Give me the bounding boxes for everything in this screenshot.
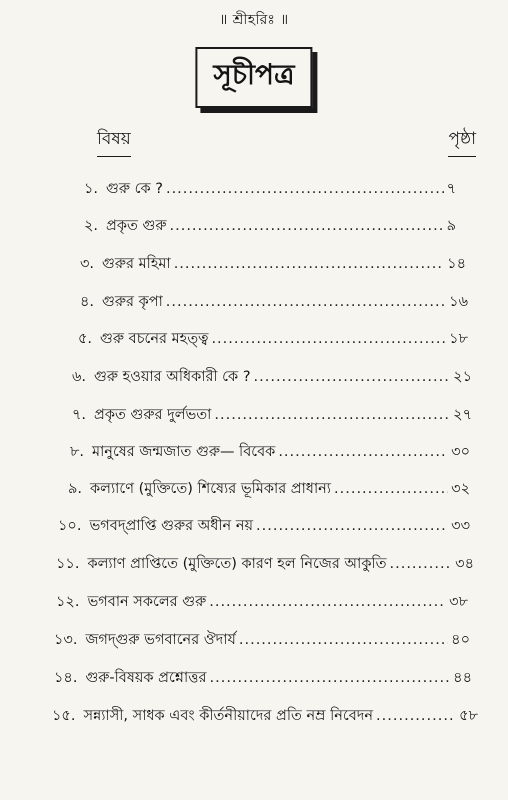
- toc-entry-number: ১২.: [56, 594, 80, 610]
- toc-entry-page: ৪০: [451, 632, 470, 648]
- toc-entry-page: ৩৮: [449, 594, 468, 610]
- toc-entry: [56, 591, 468, 615]
- toc-entry-number: ৬.: [72, 369, 87, 385]
- toc-entry-number: ১.: [84, 181, 99, 197]
- invocation-heading: ॥ শ্রীহরিঃ ॥: [219, 12, 289, 28]
- title-frame: [195, 47, 312, 108]
- dot-leader: [209, 594, 446, 610]
- toc-entry-title: মানুষের জন্মজাত গুরু— বিবেক: [92, 444, 276, 460]
- toc-entry-number: ৩.: [80, 256, 95, 272]
- toc-entry-page: ৩৩: [451, 518, 470, 534]
- dot-leader: [214, 407, 450, 423]
- toc-entry-number: ৫.: [78, 331, 93, 347]
- toc-entry-title: গুরু কে ?: [106, 181, 163, 197]
- toc-entry: [80, 291, 468, 315]
- toc-entry-number: ১০.: [58, 518, 82, 534]
- dot-leader: [254, 369, 451, 385]
- toc-entry-page: ৯: [446, 218, 456, 234]
- toc-entry: [54, 629, 470, 653]
- toc-entry-title: প্রকৃত গুরু: [106, 218, 167, 234]
- toc-entry: [58, 515, 470, 539]
- toc-entry-number: ৯.: [68, 481, 83, 497]
- toc-entry-page: ১৬: [449, 294, 468, 310]
- toc-entry-number: ১৪.: [54, 670, 78, 686]
- toc-entry-title: ভগবদ্প্রাপ্তি গুরুর অধীন নয়: [89, 518, 254, 534]
- toc-entry-page: ১৮: [449, 331, 468, 347]
- dot-leader: [166, 181, 444, 197]
- toc-entry-page: ৩০: [451, 444, 470, 460]
- dot-leader: [170, 218, 444, 234]
- toc-entry-page: ৩৪: [455, 556, 474, 572]
- toc-entry-page: ৪৪: [453, 670, 472, 686]
- page-title: সূচীপত্র: [195, 47, 312, 108]
- toc-entry-page: ২৭: [453, 407, 472, 423]
- subject-column-header: বিষয়: [97, 126, 131, 157]
- toc-entry-title: গুরুর মহিমা: [102, 256, 171, 272]
- dot-leader: [174, 256, 444, 272]
- toc-entry-number: ১৩.: [54, 632, 78, 648]
- dot-leader: [211, 331, 446, 347]
- toc-entry: [54, 667, 472, 691]
- toc-entry: [72, 366, 472, 390]
- toc-entry-number: ২.: [84, 218, 99, 234]
- page-column-header: পৃষ্ঠা: [448, 126, 476, 157]
- toc-entry-title: কল্যাণ প্রাপ্তিতে (মুক্তিতে) কারণ হল নিজের আকুতি: [87, 556, 387, 572]
- toc-entry-title: জগদ্‌গুরু ভগবানের ঔদার্য: [85, 632, 236, 648]
- dot-leader: [376, 708, 456, 724]
- toc-entry-title: গুরু বচনের মহত্ত্ব: [100, 331, 209, 347]
- dot-leader: [166, 294, 446, 310]
- toc-entry-title: গুরু হওয়ার অধিকারী কে ?: [94, 369, 251, 385]
- toc-entry-title: গুরু-বিষয়ক প্রশ্নোত্তর: [85, 670, 207, 686]
- dot-leader: [256, 518, 448, 534]
- toc-entry-title: কল্যাণে (মুক্তিতে) শিষ্যের ভূমিকার প্রাধান্য: [90, 481, 332, 497]
- toc-entry-page: ২১: [453, 369, 472, 385]
- toc-entry-number: ৮.: [70, 444, 85, 460]
- toc-entry-number: ১৫.: [52, 708, 76, 724]
- dot-leader: [210, 670, 451, 686]
- dot-leader: [278, 444, 448, 460]
- dot-leader: [390, 556, 453, 572]
- toc-entry-page: ৭: [446, 181, 456, 197]
- toc-entry-number: ৭.: [72, 407, 87, 423]
- dot-leader: [334, 481, 448, 497]
- toc-entry: [68, 478, 470, 502]
- toc-entry-number: ৪.: [80, 294, 95, 310]
- toc-entry-page: ১৪: [447, 256, 466, 272]
- toc-entry: [78, 328, 468, 352]
- toc-entry: [70, 441, 470, 465]
- toc-entry-title: সন্ন্যাসী, সাধক এবং কীর্তনীয়াদের প্রতি নম্র নিবেদন: [83, 708, 374, 724]
- dot-leader: [239, 632, 448, 648]
- toc-entry: [72, 404, 472, 428]
- toc-entry: [80, 253, 466, 277]
- toc-entry: [84, 178, 456, 202]
- toc-entry-title: ভগবান সকলের গুরু: [87, 594, 207, 610]
- toc-entry-page: ৫৮: [459, 708, 478, 724]
- toc-entry-title: গুরুর কৃপা: [102, 294, 163, 310]
- toc-entry: [56, 553, 474, 577]
- toc-entry-page: ৩২: [451, 481, 470, 497]
- toc-entry: [52, 705, 478, 729]
- toc-entry: [84, 215, 456, 239]
- toc-entry-number: ১১.: [56, 556, 80, 572]
- toc-entry-title: প্রকৃত গুরুর দুর্লভতা: [94, 407, 212, 423]
